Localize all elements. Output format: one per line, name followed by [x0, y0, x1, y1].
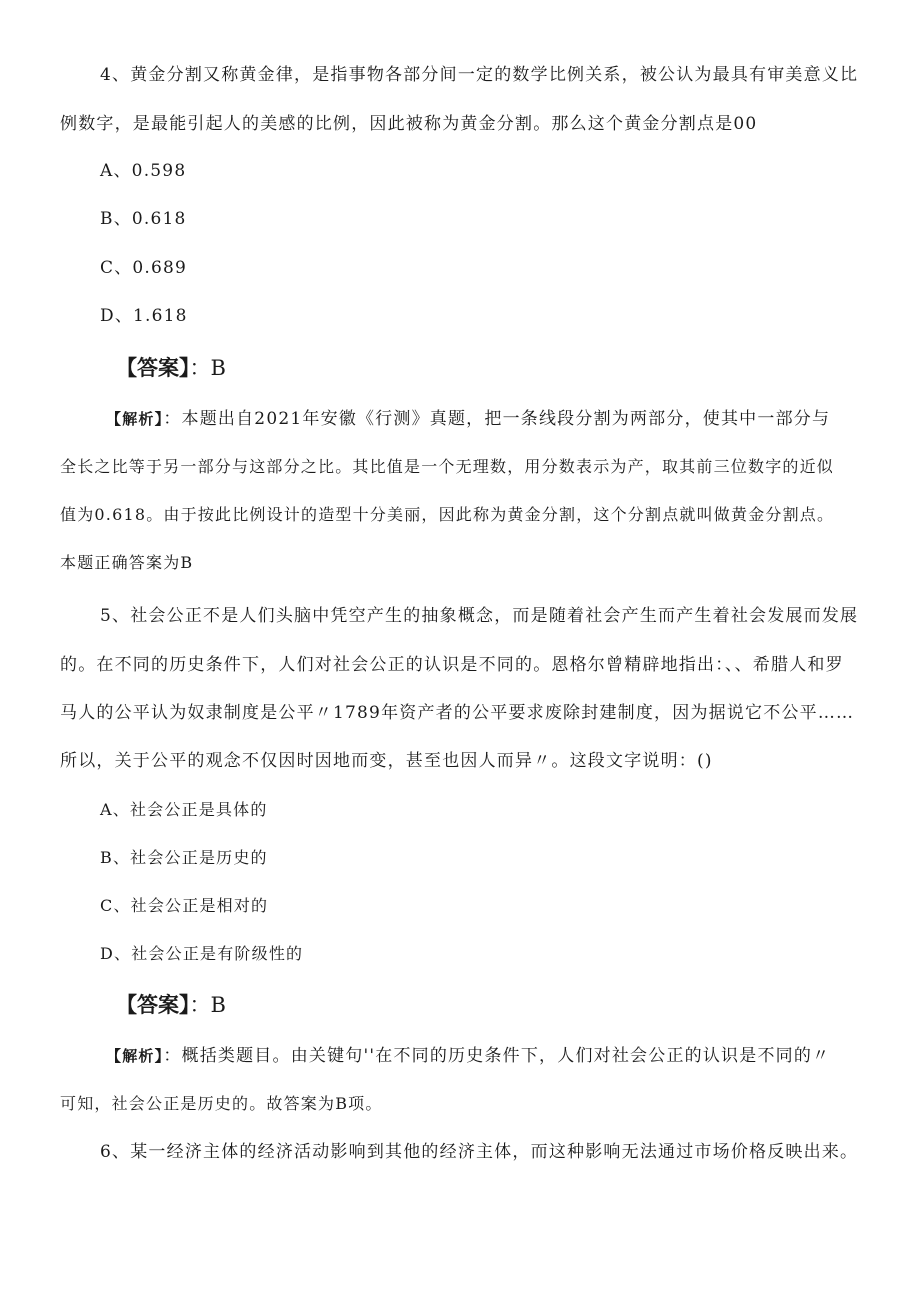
q5-analysis-text-1: ：概括类题目。由关键句''在不同的历史条件下，人们对社会公正的认识是不同的〃 [163, 1046, 831, 1066]
q4-option-b: B、0.618 [100, 209, 187, 229]
q4-analysis-label: 【解析】 [106, 410, 164, 428]
q5-answer-label: 【答案】 [116, 993, 190, 1017]
q5-stem-line-4: 所以，关于公平的观念不仅因时因地而变，甚至也因人而异〃。这段文字说明：() [60, 751, 713, 771]
q4-answer-label: 【答案】 [116, 356, 190, 380]
q4-stem-line-1: 4、黄金分割又称黄金律，是指事物各部分间一定的数学比例关系，被公认为最具有审美意义比 [100, 65, 859, 85]
q5-option-c: C、社会公正是相对的 [100, 896, 269, 915]
q4-stem-line-2: 例数字，是最能引起人的美感的比例，因此被称为黄金分割。那么这个黄金分割点是00 [60, 114, 758, 134]
q4-analysis-line-3: 值为0.618。由于按此比例设计的造型十分美丽，因此称为黄金分割，这个分割点就叫做黄金分割点。 [60, 505, 835, 524]
q4-answer [116, 353, 226, 383]
q4-analysis-line-1 [106, 407, 830, 431]
q5-option-d: D、社会公正是有阶级性的 [100, 944, 304, 963]
q5-option-b: B、社会公正是历史的 [100, 848, 268, 867]
q5-option-a: A、社会公正是具体的 [100, 800, 268, 819]
q5-answer-value: ：B [189, 993, 226, 1017]
q6-stem-line-1: 6、某一经济主体的经济活动影响到其他的经济主体，而这种影响无法通过市场价格反映出来。 [100, 1142, 859, 1162]
q5-analysis-line-2: 可知，社会公正是历史的。故答案为B项。 [60, 1094, 383, 1113]
q4-analysis-text-1: ：本题出自2021年安徽《行测》真题，把一条线段分割为两部分，使其中一部分与 [163, 409, 831, 429]
q4-analysis-line-2: 全长之比等于另一部分与这部分之比。其比值是一个无理数，用分数表示为产，取其前三位数字的近似 [60, 457, 835, 476]
q4-option-d: D、1.618 [100, 306, 188, 326]
q4-option-a: A、0.598 [100, 161, 187, 181]
q5-stem-line-3: 马人的公平认为奴隶制度是公平〃1789年资产者的公平要求废除封建制度，因为据说它不公平…… [60, 703, 855, 723]
q4-option-c: C、0.689 [100, 258, 188, 278]
q5-stem-line-1: 5、社会公正不是人们头脑中凭空产生的抽象概念，而是随着社会产生而产生着社会发展而发展 [100, 606, 859, 626]
q5-analysis-label: 【解析】 [106, 1047, 164, 1065]
q4-analysis-line-4: 本题正确答案为B [60, 553, 194, 572]
q5-stem-line-2: 的。在不同的历史条件下，人们对社会公正的认识是不同的。恩格尔曾精辟地指出：、、希腊人和罗 [60, 655, 844, 675]
q5-answer [116, 990, 226, 1020]
q4-answer-value: ：B [189, 356, 226, 380]
q5-analysis-line-1 [106, 1044, 830, 1068]
